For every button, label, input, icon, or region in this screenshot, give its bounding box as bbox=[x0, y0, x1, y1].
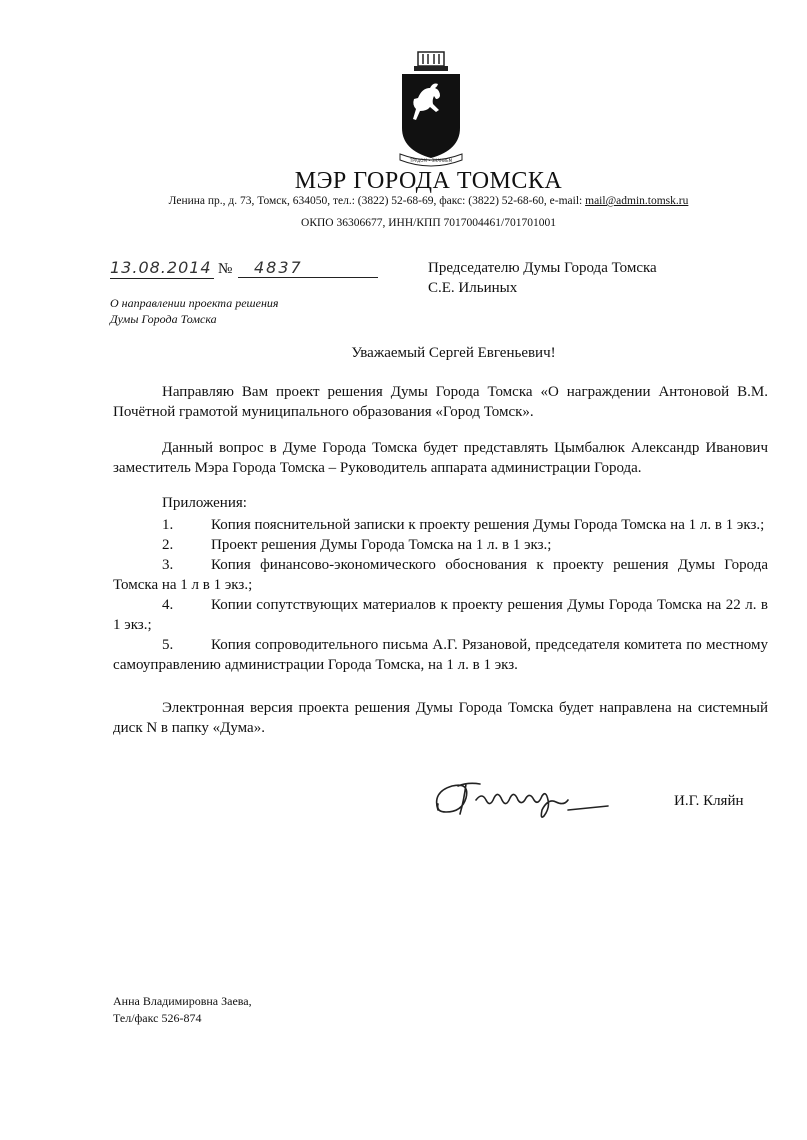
attachment-number: 2. bbox=[162, 537, 174, 553]
subject-line-1: О направлении проекта решения bbox=[110, 296, 279, 310]
number-label: № bbox=[218, 261, 233, 277]
city-coat-of-arms-emblem bbox=[396, 50, 466, 170]
paragraph-2: Данный вопрос в Думе Города Томска будет представлять Цымбалюк Александр Иванович заместитель Мэра Города Томска – Руководитель аппарата администрации Города. bbox=[113, 440, 768, 476]
email-link[interactable]: mail@admin.tomsk.ru bbox=[585, 195, 689, 207]
attachment-item bbox=[113, 635, 768, 675]
attachment-text: Копия сопроводительного письма А.Г. Рязановой, председателя комитета по местному самоуправлению администрации Города Томска, на 1 л. в 1 экз. bbox=[113, 637, 768, 673]
salutation: Уважаемый Сергей Евгеньевич! bbox=[351, 345, 556, 361]
contact-address bbox=[60, 195, 797, 207]
letter-date-field: 13.08.2014 bbox=[110, 258, 214, 279]
attachment-item bbox=[113, 515, 768, 535]
signer-name: И.Г. Кляйн bbox=[674, 793, 744, 809]
attachment-text: Проект решения Думы Города Томска на 1 л. в 1 экз.; bbox=[211, 537, 552, 553]
paragraph-1: Направляю Вам проект решения Думы Города Томска «О награждении Антоновой В.М. Почётной грамотой муниципального образования «Город Томск». bbox=[113, 384, 768, 420]
executor-name: Анна Владимировна Заева, bbox=[113, 994, 252, 1008]
attachment-item bbox=[113, 595, 768, 635]
letter-number-field: 4837 bbox=[238, 258, 378, 278]
attachment-text: Копия пояснительной записки к проекту решения Думы Города Томска на 1 л. в 1 экз.; bbox=[211, 517, 765, 533]
addressee-position: Председателю Думы Города Томска bbox=[428, 260, 657, 276]
organization-title: МЭР ГОРОДА ТОМСКА bbox=[294, 168, 563, 194]
attachment-number: 1. bbox=[162, 517, 174, 533]
attachment-number: 5. bbox=[162, 637, 174, 653]
addressee-name: С.Е. Ильиных bbox=[428, 280, 518, 296]
letter-subject bbox=[110, 296, 278, 327]
attachment-item bbox=[113, 555, 768, 595]
attachment-item bbox=[113, 535, 768, 555]
paragraph-3: Электронная версия проекта решения Думы Города Томска будет направлена на системный диск N в папку «Дума». bbox=[113, 700, 768, 736]
attachment-text: Копия финансово-экономического обоснования к проекту решения Думы Города Томска на 1 л в 1 экз.; bbox=[113, 557, 768, 593]
attachments-title: Приложения: bbox=[162, 495, 247, 511]
attachments-list bbox=[113, 515, 768, 675]
attachment-number: 3. bbox=[162, 557, 174, 573]
attachment-number: 4. bbox=[162, 597, 174, 613]
subject-line-2: Думы Города Томска bbox=[110, 311, 217, 326]
handwritten-signature bbox=[428, 770, 628, 830]
emblem-ribbon-text: ТРУДОМ • ЗНАНИЕМ bbox=[409, 158, 453, 163]
executor-block bbox=[113, 993, 252, 1027]
addressee-block bbox=[428, 258, 657, 298]
registration-codes: ОКПО 36306677, ИНН/КПП 7017004461/701701001 bbox=[301, 217, 556, 229]
attachment-text: Копии сопутствующих материалов к проекту решения Думы Города Томска на 22 л. в 1 экз.; bbox=[113, 597, 768, 633]
address-text: Ленина пр., д. 73, Томск, 634050, тел.: (3822) 52-68-69, факс: (3822) 52-68-60, e-mail: bbox=[168, 195, 586, 207]
executor-phone: Тел/факс 526-874 bbox=[113, 1011, 202, 1025]
